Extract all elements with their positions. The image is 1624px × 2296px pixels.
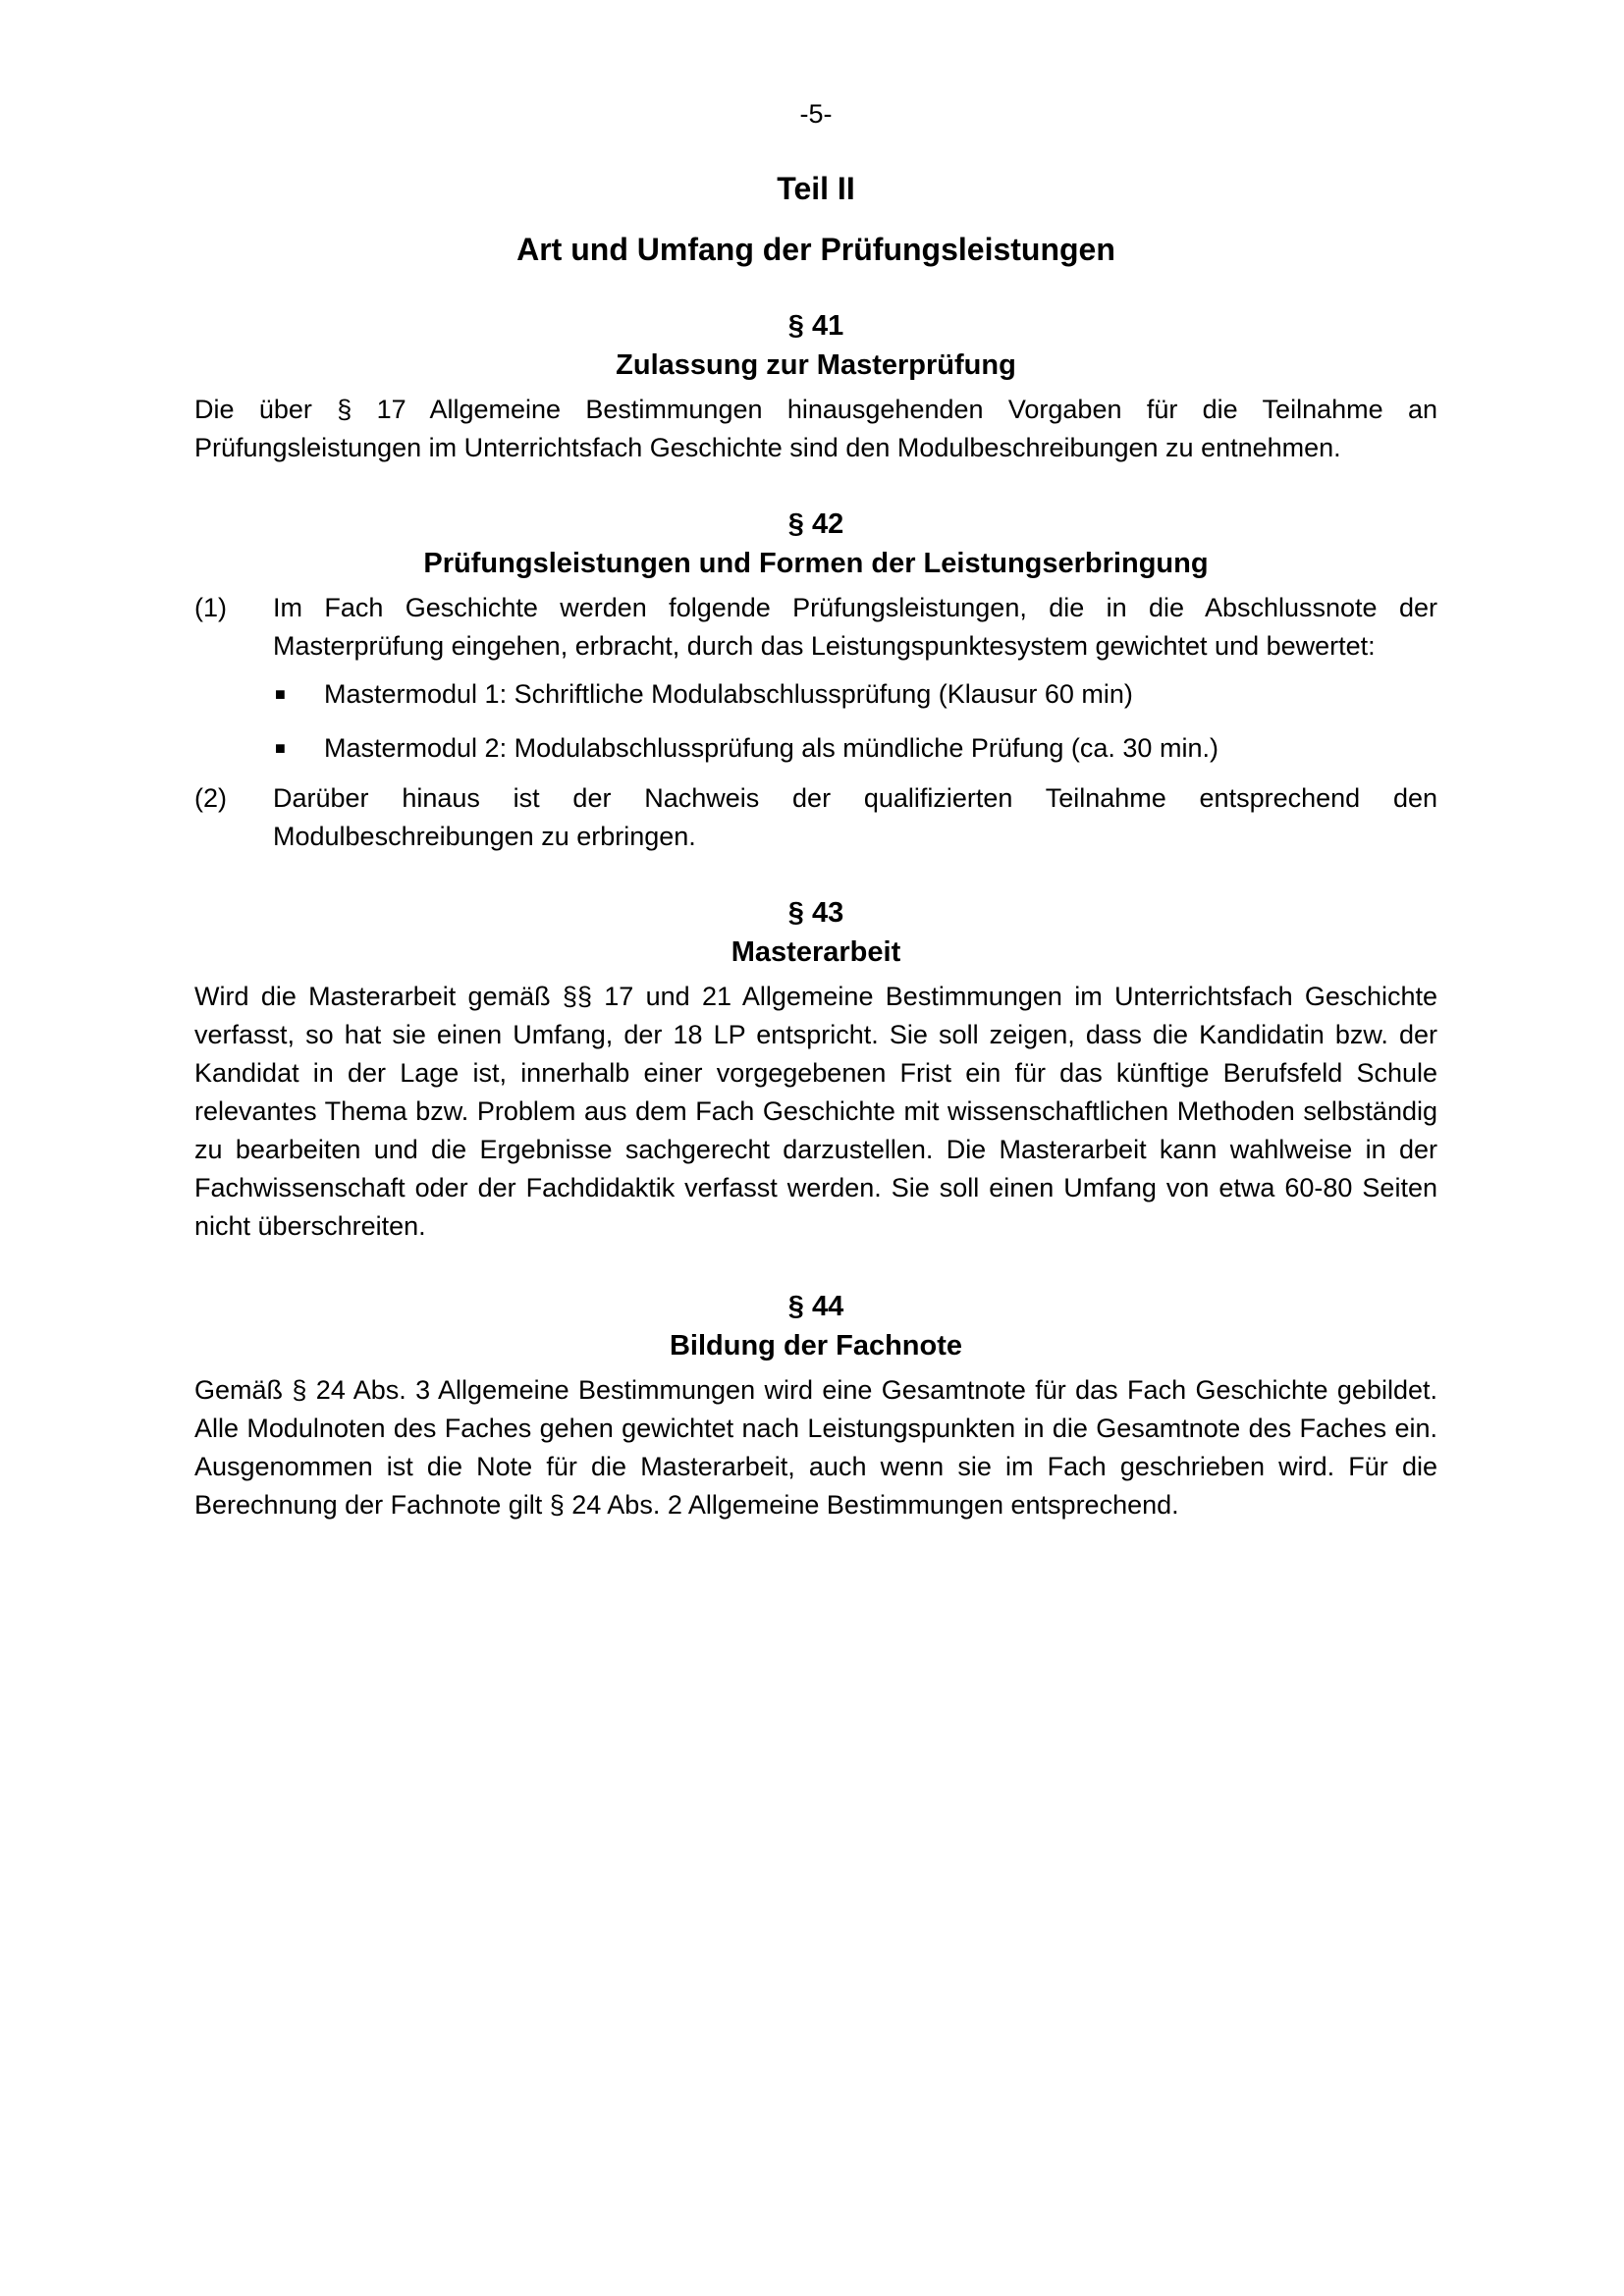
section-number: § 42 [787, 508, 844, 540]
item-body [273, 779, 1437, 856]
section-number: § 44 [787, 1291, 844, 1322]
section-text: Wird die Masterarbeit gemäß §§ 17 und 21 Allgemeine Bestimmungen im Unterrichtsfach Geschichte verfasst, so hat sie einen Umfang, der 18 LP entspricht. Sie soll zeigen, dass die Kandidatin bzw. der Kandidat in der Lage ist, innerhalb einer vorgegebenen Frist ein für das künftige Berufsfeld Schule relevantes Thema bzw. Problem aus dem Fach Geschichte mit wissenschaftlichen Methoden selbständig zu bearbeiten und die Ergebnisse sachgerecht darzustellen. Die Masterarbeit kann wahlweise in der Fachwissenschaft oder der Fachdidaktik verfasst werden. Sie soll einen Umfang von etwa 60-80 Seiten nicht überschreiten. [194, 982, 1437, 1241]
section-number: § 41 [787, 310, 844, 342]
section-title: Bildung der Fachnote [669, 1330, 963, 1362]
list-item-text: Mastermodul 2: Modulabschlussprüfung als mündliche Prüfung (ca. 30 min.) [324, 733, 1218, 763]
section-title: Zulassung zur Masterprüfung [616, 349, 1016, 381]
section-text: Die über § 17 Allgemeine Bestimmungen hinausgehenden Vorgaben für die Teilnahme an Prüfungsleistungen im Unterrichtsfach Geschichte sind den Modulbeschreibungen zu entnehmen. [194, 395, 1437, 462]
numbered-item-1 [194, 589, 1437, 783]
list-item [273, 675, 1437, 714]
bullet-list [273, 675, 1437, 768]
section-42 [194, 505, 1437, 856]
item-label: (2) [194, 783, 227, 813]
section-text: Gemäß § 24 Abs. 3 Allgemeine Bestimmungen wird eine Gesamtnote für das Fach Geschichte gebildet. Alle Modulnoten des Faches gehen gewichtet nach Leistungspunkten in die Gesamtnote des Faches ein. Ausgenommen ist die Note für die Masterarbeit, auch wenn sie im Fach geschrieben wird. Für die Berechnung der Fachnote gilt § 24 Abs. 2 Allgemeine Bestimmungen entsprechend. [194, 1375, 1437, 1520]
square-bullet-icon: ■ [275, 684, 286, 704]
numbered-item-2 [194, 779, 1437, 856]
list-item-text: Mastermodul 1: Schriftliche Modulabschlussprüfung (Klausur 60 min) [324, 679, 1133, 709]
section-44 [194, 1287, 1437, 1524]
part-title: Teil II [777, 171, 855, 206]
square-bullet-icon: ■ [275, 738, 286, 758]
section-number: § 43 [787, 897, 844, 929]
section-41 [194, 306, 1437, 467]
page-number: -5- [799, 99, 833, 129]
document-page [194, 98, 1437, 1524]
item-label: (1) [194, 593, 227, 622]
part-subtitle: Art und Umfang der Prüfungsleistungen [516, 232, 1115, 267]
section-43 [194, 893, 1437, 1246]
section-title: Masterarbeit [731, 936, 901, 968]
item-body [273, 589, 1437, 783]
section-title: Prüfungsleistungen und Formen der Leistungserbringung [423, 548, 1209, 579]
item-text: Darüber hinaus ist der Nachweis der qualifizierten Teilnahme entsprechend den Modulbeschreibungen zu erbringen. [273, 783, 1437, 851]
item-text: Im Fach Geschichte werden folgende Prüfungsleistungen, die in die Abschlussnote der Masterprüfung eingehen, erbracht, durch das Leistungspunktesystem gewichtet und bewertet: [273, 593, 1437, 661]
list-item [273, 729, 1437, 768]
